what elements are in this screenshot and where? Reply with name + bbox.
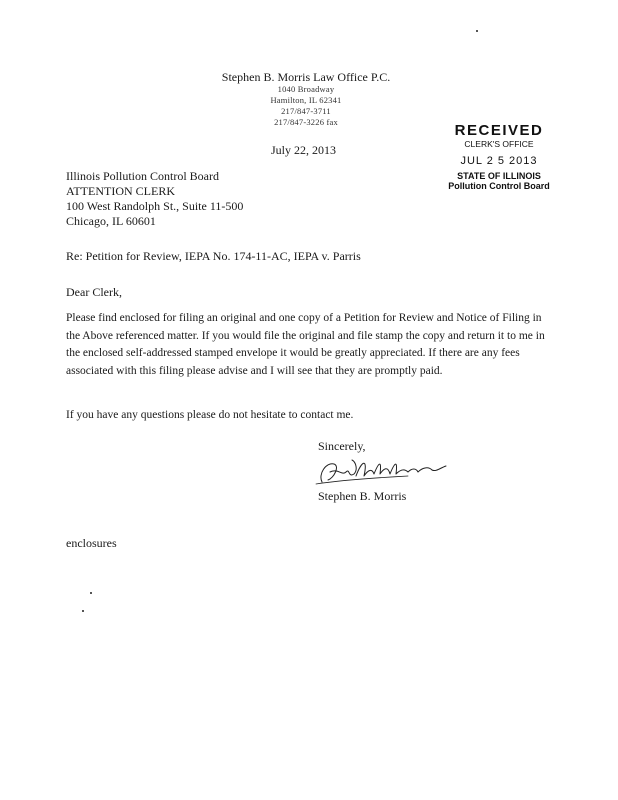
stamp-state: STATE OF ILLINOIS (457, 171, 541, 181)
scan-speck (90, 592, 92, 594)
body-paragraph-2: If you have any questions please do not hesitate to contact me. (66, 409, 354, 421)
subject-line: Re: Petition for Review, IEPA No. 174-11-AC, IEPA v. Parris (66, 249, 361, 263)
stamp-office: CLERK'S OFFICE (464, 139, 534, 149)
salutation: Dear Clerk, (66, 285, 122, 299)
enclosures-note: enclosures (66, 536, 117, 550)
closing: Sincerely, (318, 439, 366, 453)
handwritten-signature (312, 454, 462, 488)
recipient-line-2: ATTENTION CLERK (66, 184, 175, 198)
recipient-line-1: Illinois Pollution Control Board (66, 169, 220, 183)
firm-phone: 217/847-3711 (281, 106, 331, 116)
stamp-date: JUL 2 5 2013 (460, 155, 538, 167)
firm-city: Hamilton, IL 62341 (270, 95, 342, 105)
recipient-line-3: 100 West Randolph St., Suite 11-500 (66, 199, 244, 213)
signer-name: Stephen B. Morris (318, 489, 407, 503)
received-stamp (438, 123, 560, 192)
letter-date: July 22, 2013 (271, 143, 337, 157)
stamp-received-text: RECEIVED (454, 122, 544, 139)
stamp-board: Pollution Control Board (448, 181, 550, 191)
recipient-line-4: Chicago, IL 60601 (66, 214, 156, 228)
firm-fax: 217/847-3226 fax (274, 117, 338, 127)
firm-street: 1040 Broadway (277, 84, 335, 94)
body-paragraph-1: Please find enclosed for filing an original and one copy of a Petition for Review and Notice of Filing in the Above referenced matter. If you would file the original and file stamp the copy and return it to me in the enclosed self-addressed stamped envelope it would be greatly appreciated. If there are any fees associated with this filing please advise and I will see that they are promptly paid. (66, 312, 545, 377)
law-firm-name: Stephen B. Morris Law Office P.C. (221, 70, 391, 84)
scan-speck (82, 610, 84, 612)
scan-speck (476, 30, 478, 32)
letterhead (186, 70, 426, 128)
recipient-address (66, 169, 243, 229)
